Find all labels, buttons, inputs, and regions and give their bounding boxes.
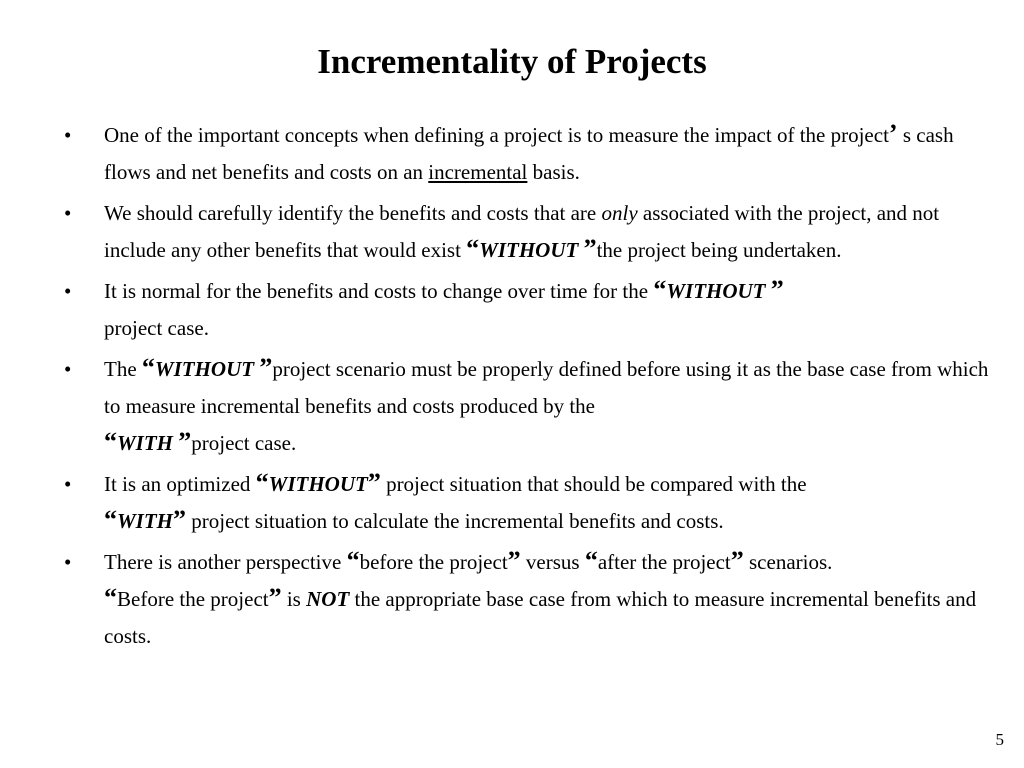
bullet-1-apostrophe: ’ <box>888 119 898 148</box>
bullet-item-2 <box>60 195 995 269</box>
bullet-3-text: It is normal for the benefits and costs to change over time for the <box>104 279 654 303</box>
bullet-4-text: The <box>104 357 142 381</box>
bullet-marker: • <box>64 472 72 496</box>
bullet-6-quote-close-2: ” <box>730 546 744 575</box>
bullet-6-quoted-2: after the project <box>597 550 731 574</box>
bullet-item-5 <box>60 466 995 540</box>
bullet-5-text: It is an optimized <box>104 472 256 496</box>
bullet-6-quoted-1: before the project <box>359 550 508 574</box>
bullet-6-quote-close: ” <box>507 546 521 575</box>
bullet-item-4 <box>60 351 995 462</box>
bullet-1-underlined: incremental <box>428 160 528 184</box>
bullet-4-text-3: project case. <box>191 431 297 455</box>
bullet-6-quoted-3: Before the project <box>117 587 269 611</box>
bullet-4-quote-close-2: ” <box>178 427 192 456</box>
bullet-5-quote-close: ” <box>367 468 381 497</box>
bullet-marker: • <box>64 357 72 381</box>
slide-title: Incrementality of Projects <box>317 42 707 81</box>
bullet-2-text: We should carefully identify the benefits and costs that are <box>104 201 602 225</box>
bullet-5-quote-close-2: ” <box>173 505 187 534</box>
bullet-item-6 <box>60 544 995 655</box>
bullet-6-quote-close-3: ” <box>268 583 282 612</box>
bullet-3-quote-open: “ <box>653 275 667 304</box>
bullet-1-text-3: basis. <box>527 160 580 184</box>
bullet-6-quote-open: “ <box>346 546 360 575</box>
bullet-marker: • <box>64 550 72 574</box>
bullet-6-emphasis: NOT <box>306 587 350 611</box>
bullet-4-text-2: project scenario must be properly defined before using it as the base case from which to measure incremental benefits and costs produced by the <box>104 357 989 418</box>
bullet-6-quote-open-3: “ <box>104 583 117 612</box>
bullet-2-quote-close: ” <box>583 234 597 263</box>
bullet-3-emphasis: WITHOUT <box>666 279 771 303</box>
bullet-6-text-5: the appropriate base case from which to measure incremental benefits and costs. <box>104 587 977 648</box>
bullet-6-text-3: scenarios. <box>743 550 833 574</box>
bullet-2-text-3: the project being undertaken. <box>596 238 842 262</box>
bullet-5-emphasis: WITHOUT <box>268 472 368 496</box>
bullet-4-emphasis-2: WITH <box>117 431 179 455</box>
bullet-list <box>60 117 995 659</box>
bullet-4-quote-open-2: “ <box>104 427 117 456</box>
bullet-6-text: There is another perspective <box>104 550 347 574</box>
bullet-6-text-4: is <box>281 587 307 611</box>
bullet-3-text-2: project case. <box>104 316 209 340</box>
page-number: 5 <box>995 730 1004 749</box>
bullet-3-quote-close: ” <box>770 275 784 304</box>
bullet-5-text-2: project situation that should be compared with the <box>380 472 807 496</box>
bullet-marker: • <box>64 279 72 303</box>
bullet-6-text-2: versus <box>520 550 585 574</box>
bullet-4-emphasis: WITHOUT <box>154 357 260 381</box>
bullet-1-text: One of the important concepts when defining a project is to measure the impact of the project <box>104 123 889 147</box>
bullet-marker: • <box>64 201 72 225</box>
bullet-5-quote-open: “ <box>255 468 269 497</box>
bullet-item-1 <box>60 117 995 191</box>
bullet-2-italic: only <box>601 201 638 225</box>
bullet-6-quote-open-2: “ <box>584 546 598 575</box>
bullet-1-text-2: s cash flows and net benefits and costs on an <box>104 123 954 184</box>
bullet-2-text-2: associated with the project, and not include any other benefits that would exist <box>104 201 940 262</box>
bullet-4-quote-open: “ <box>141 353 155 382</box>
bullet-item-3 <box>60 273 995 347</box>
bullet-4-quote-close: ” <box>259 353 273 382</box>
bullet-2-emphasis: WITHOUT <box>479 238 584 262</box>
bullet-5-emphasis-2: WITH <box>117 509 174 533</box>
bullet-5-quote-open-2: “ <box>104 505 117 534</box>
bullet-5-text-3: project situation to calculate the incremental benefits and costs. <box>186 509 724 533</box>
bullet-2-quote-open: “ <box>466 234 480 263</box>
bullet-marker: • <box>64 123 72 147</box>
